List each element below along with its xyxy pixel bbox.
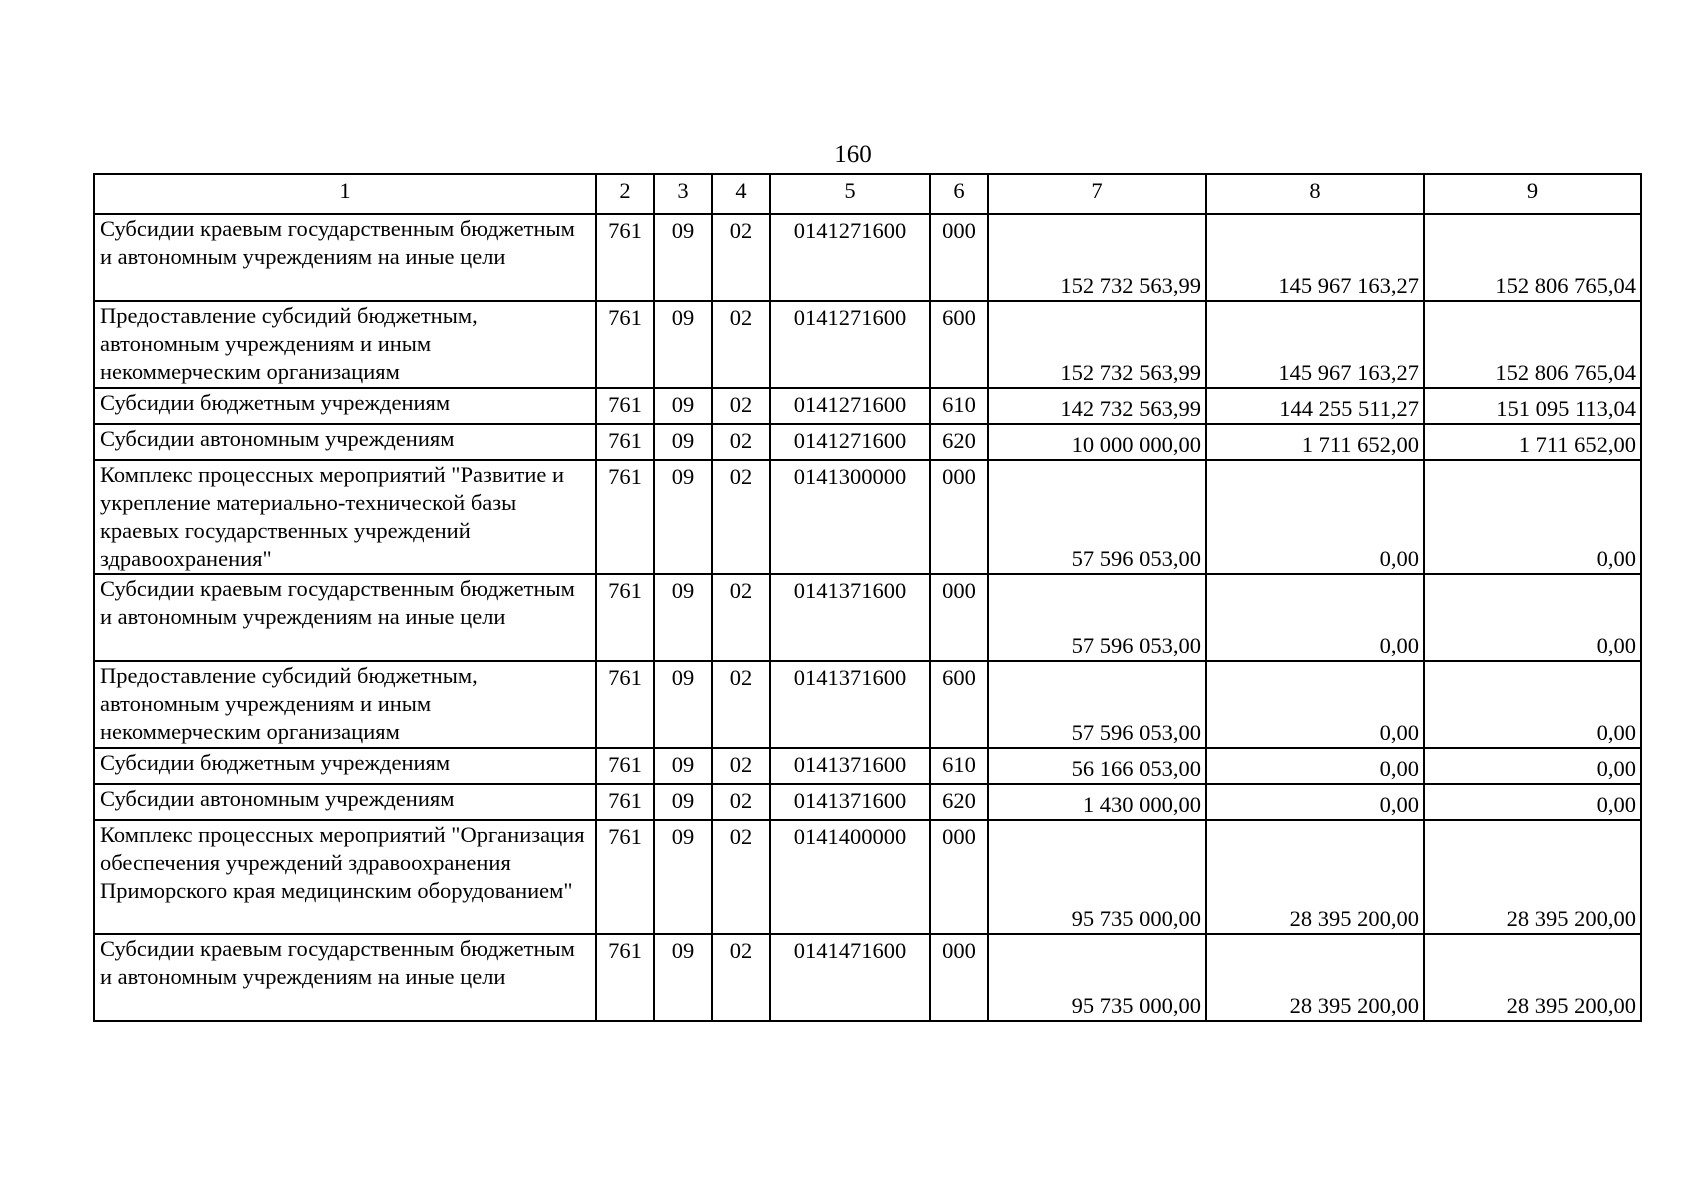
target-article-code: 0141271600 (770, 424, 930, 460)
item-name: Субсидии автономным учреждениям (94, 424, 596, 460)
column-header: 4 (712, 174, 770, 214)
amount-year-3: 28 395 200,00 (1424, 934, 1641, 1021)
table-row (94, 460, 1641, 574)
column-header: 1 (94, 174, 596, 214)
amount-year-2: 28 395 200,00 (1206, 820, 1424, 934)
table-row (94, 748, 1641, 784)
column-header: 8 (1206, 174, 1424, 214)
amount-year-3: 152 806 765,04 (1424, 214, 1641, 301)
ministry-code: 761 (596, 388, 654, 424)
subsection-code: 02 (712, 574, 770, 661)
expense-type-code: 600 (930, 661, 988, 748)
subsection-code: 02 (712, 934, 770, 1021)
subsection-code: 02 (712, 424, 770, 460)
amount-year-1: 57 596 053,00 (988, 460, 1206, 574)
section-code: 09 (654, 574, 712, 661)
amount-year-2: 0,00 (1206, 748, 1424, 784)
amount-year-2: 0,00 (1206, 460, 1424, 574)
amount-year-1: 142 732 563,99 (988, 388, 1206, 424)
amount-year-3: 0,00 (1424, 784, 1641, 820)
subsection-code: 02 (712, 214, 770, 301)
section-code: 09 (654, 424, 712, 460)
ministry-code: 761 (596, 574, 654, 661)
expense-type-code: 000 (930, 934, 988, 1021)
item-name: Субсидии бюджетным учреждениям (94, 388, 596, 424)
amount-year-1: 57 596 053,00 (988, 661, 1206, 748)
amount-year-3: 28 395 200,00 (1424, 820, 1641, 934)
table-row (94, 214, 1641, 301)
amount-year-2: 145 967 163,27 (1206, 301, 1424, 388)
expense-type-code: 620 (930, 784, 988, 820)
target-article-code: 0141300000 (770, 460, 930, 574)
target-article-code: 0141271600 (770, 388, 930, 424)
table-row (94, 934, 1641, 1021)
column-header: 3 (654, 174, 712, 214)
amount-year-3: 0,00 (1424, 661, 1641, 748)
target-article-code: 0141371600 (770, 748, 930, 784)
table-row (94, 574, 1641, 661)
target-article-code: 0141371600 (770, 574, 930, 661)
expense-type-code: 000 (930, 820, 988, 934)
amount-year-2: 28 395 200,00 (1206, 934, 1424, 1021)
expense-type-code: 610 (930, 748, 988, 784)
subsection-code: 02 (712, 661, 770, 748)
target-article-code: 0141271600 (770, 214, 930, 301)
amount-year-3: 152 806 765,04 (1424, 301, 1641, 388)
amount-year-2: 1 711 652,00 (1206, 424, 1424, 460)
ministry-code: 761 (596, 661, 654, 748)
item-name: Предоставление субсидий бюджетным, автономным учреждениям и иным некоммерческим организациям (94, 301, 596, 388)
amount-year-1: 57 596 053,00 (988, 574, 1206, 661)
table-row (94, 301, 1641, 388)
header-row (94, 174, 1641, 214)
item-name: Субсидии краевым государственным бюджетным и автономным учреждениям на иные цели (94, 574, 596, 661)
amount-year-1: 56 166 053,00 (988, 748, 1206, 784)
expense-type-code: 000 (930, 460, 988, 574)
table-row (94, 424, 1641, 460)
amount-year-3: 0,00 (1424, 748, 1641, 784)
item-name: Субсидии краевым государственным бюджетным и автономным учреждениям на иные цели (94, 214, 596, 301)
ministry-code: 761 (596, 820, 654, 934)
amount-year-1: 152 732 563,99 (988, 301, 1206, 388)
subsection-code: 02 (712, 388, 770, 424)
ministry-code: 761 (596, 301, 654, 388)
amount-year-2: 0,00 (1206, 574, 1424, 661)
target-article-code: 0141271600 (770, 301, 930, 388)
page-number: 160 (834, 141, 872, 168)
amount-year-3: 1 711 652,00 (1424, 424, 1641, 460)
ministry-code: 761 (596, 460, 654, 574)
amount-year-3: 0,00 (1424, 460, 1641, 574)
column-header: 7 (988, 174, 1206, 214)
target-article-code: 0141471600 (770, 934, 930, 1021)
ministry-code: 761 (596, 784, 654, 820)
ministry-code: 761 (596, 934, 654, 1021)
subsection-code: 02 (712, 820, 770, 934)
expense-type-code: 600 (930, 301, 988, 388)
item-name: Субсидии автономным учреждениям (94, 784, 596, 820)
expense-type-code: 000 (930, 574, 988, 661)
item-name: Комплекс процессных мероприятий "Развитие и укрепление материально-технической базы краевых государственных учреждений здравоохранения" (94, 460, 596, 574)
section-code: 09 (654, 748, 712, 784)
section-code: 09 (654, 214, 712, 301)
amount-year-3: 0,00 (1424, 574, 1641, 661)
amount-year-1: 152 732 563,99 (988, 214, 1206, 301)
target-article-code: 0141371600 (770, 784, 930, 820)
amount-year-2: 145 967 163,27 (1206, 214, 1424, 301)
column-header: 2 (596, 174, 654, 214)
budget-table (93, 173, 1642, 1022)
amount-year-2: 144 255 511,27 (1206, 388, 1424, 424)
ministry-code: 761 (596, 214, 654, 301)
target-article-code: 0141371600 (770, 661, 930, 748)
column-header: 6 (930, 174, 988, 214)
section-code: 09 (654, 784, 712, 820)
table-row (94, 820, 1641, 934)
amount-year-2: 0,00 (1206, 784, 1424, 820)
table-row (94, 388, 1641, 424)
section-code: 09 (654, 460, 712, 574)
item-name: Субсидии краевым государственным бюджетным и автономным учреждениям на иные цели (94, 934, 596, 1021)
ministry-code: 761 (596, 748, 654, 784)
subsection-code: 02 (712, 784, 770, 820)
item-name: Предоставление субсидий бюджетным, автономным учреждениям и иным некоммерческим организациям (94, 661, 596, 748)
subsection-code: 02 (712, 460, 770, 574)
subsection-code: 02 (712, 748, 770, 784)
column-header: 5 (770, 174, 930, 214)
table-row (94, 661, 1641, 748)
section-code: 09 (654, 934, 712, 1021)
expense-type-code: 620 (930, 424, 988, 460)
item-name: Комплекс процессных мероприятий "Организация обеспечения учреждений здравоохранения Приморского края медицинским оборудованием" (94, 820, 596, 934)
target-article-code: 0141400000 (770, 820, 930, 934)
amount-year-1: 10 000 000,00 (988, 424, 1206, 460)
section-code: 09 (654, 820, 712, 934)
amount-year-1: 95 735 000,00 (988, 820, 1206, 934)
amount-year-1: 95 735 000,00 (988, 934, 1206, 1021)
section-code: 09 (654, 301, 712, 388)
item-name: Субсидии бюджетным учреждениям (94, 748, 596, 784)
table-row (94, 784, 1641, 820)
expense-type-code: 000 (930, 214, 988, 301)
amount-year-1: 1 430 000,00 (988, 784, 1206, 820)
section-code: 09 (654, 388, 712, 424)
table-body (94, 214, 1641, 1021)
amount-year-3: 151 095 113,04 (1424, 388, 1641, 424)
amount-year-2: 0,00 (1206, 661, 1424, 748)
subsection-code: 02 (712, 301, 770, 388)
expense-type-code: 610 (930, 388, 988, 424)
column-header: 9 (1424, 174, 1641, 214)
ministry-code: 761 (596, 424, 654, 460)
section-code: 09 (654, 661, 712, 748)
